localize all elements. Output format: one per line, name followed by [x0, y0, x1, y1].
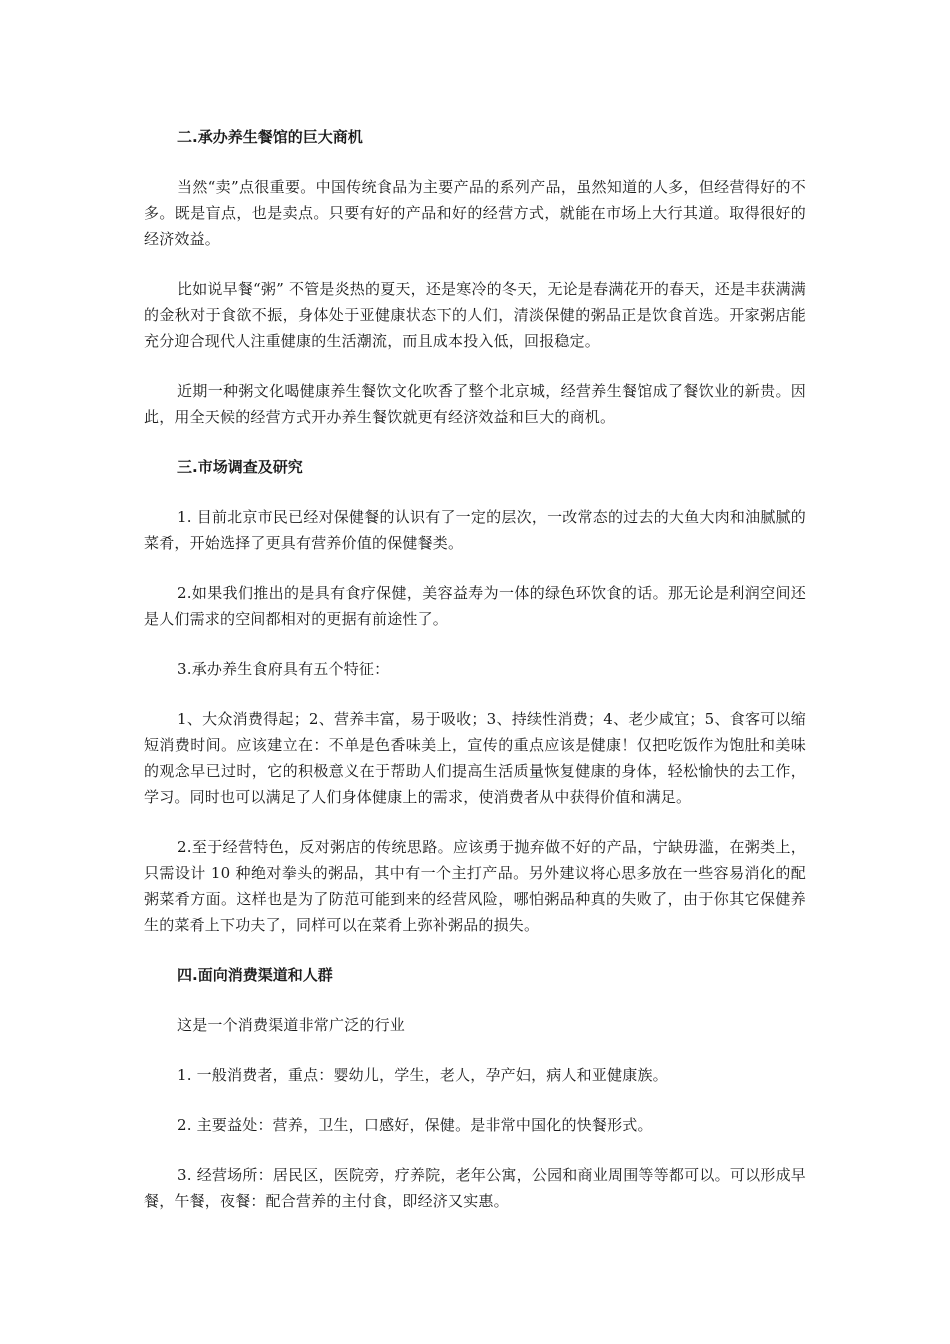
section-business-opportunity: [144, 124, 806, 430]
paragraph: 2.至于经营特色，反对粥店的传统思路。应该勇于抛弃做不好的产品，宁缺毋滥，在粥类上，只需设计 10 种绝对拳头的粥品，其中有一个主打产品。另外建议将心思多放在一些容易消化的配粥菜肴方面。这样也是为了防范可能到来的经营风险，哪怕粥品种真的失败了，由于你其它保健养生的菜肴上下功夫了，同样可以在菜肴上弥补粥品的损失。: [144, 838, 806, 934]
section-consumer-channels: [144, 962, 806, 1214]
section-heading: 四.面向消费渠道和人群: [177, 966, 333, 984]
section-heading: 三.市场调查及研究: [177, 458, 303, 476]
paragraph: 3.承办养生食府具有五个特征：: [177, 660, 390, 678]
paragraph: 1. 目前北京市民已经对保健餐的认识有了一定的层次，一改常态的过去的大鱼大肉和油腻腻的菜肴，开始选择了更具有营养价值的保健餐类。: [144, 508, 806, 552]
section-market-research: [144, 454, 806, 938]
paragraph: 这是一个消费渠道非常广泛的行业: [177, 1016, 406, 1034]
paragraph: 3. 经营场所：居民区，医院旁，疗养院，老年公寓，公园和商业周围等等都可以。可以形成早餐，午餐，夜餐：配合营养的主付食，即经济又实惠。: [144, 1166, 806, 1210]
paragraph: 近期一种粥文化喝健康养生餐饮文化吹香了整个北京城，经营养生餐馆成了餐饮业的新贵。因此，用全天候的经营方式开办养生餐饮就更有经济效益和巨大的商机。: [144, 382, 806, 426]
paragraph: 比如说早餐“粥” 不管是炎热的夏天，还是寒冷的冬天，无论是春满花开的春天，还是丰获满满的金秋对于食欲不振，身体处于亚健康状态下的人们，清淡保健的粥品正是饮食首选。开家粥店能充分迎合现代人注重健康的生活潮流，而且成本投入低，回报稳定。: [144, 280, 806, 350]
paragraph: 当然“卖”点很重要。中国传统食品为主要产品的系列产品，虽然知道的人多，但经营得好的不多。既是盲点，也是卖点。只要有好的产品和好的经营方式，就能在市场上大行其道。取得很好的经济效益。: [144, 178, 806, 248]
section-heading: 二.承办养生餐馆的巨大商机: [177, 128, 363, 146]
paragraph: 2.如果我们推出的是具有食疗保健，美容益寿为一体的绿色环饮食的话。那无论是利润空间还是人们需求的空间都相对的更据有前途性了。: [144, 584, 806, 628]
paragraph: 1. 一般消费者，重点：婴幼儿，学生，老人，孕产妇，病人和亚健康族。: [177, 1066, 668, 1084]
paragraph: 2. 主要益处：营养，卫生，口感好，保健。是非常中国化的快餐形式。: [177, 1116, 653, 1134]
paragraph: 1、大众消费得起；2、营养丰富，易于吸收；3、持续性消费；4、老少咸宜；5、食客可以缩短消费时间。应该建立在：不单是色香味美上，宣传的重点应该是健康！仅把吃饭作为饱肚和美味的观念早已过时，它的积极意义在于帮助人们提高生活质量恢复健康的身体，轻松愉快的去工作，学习。同时也可以满足了人们身体健康上的需求，使消费者从中获得价值和满足。: [144, 710, 806, 806]
